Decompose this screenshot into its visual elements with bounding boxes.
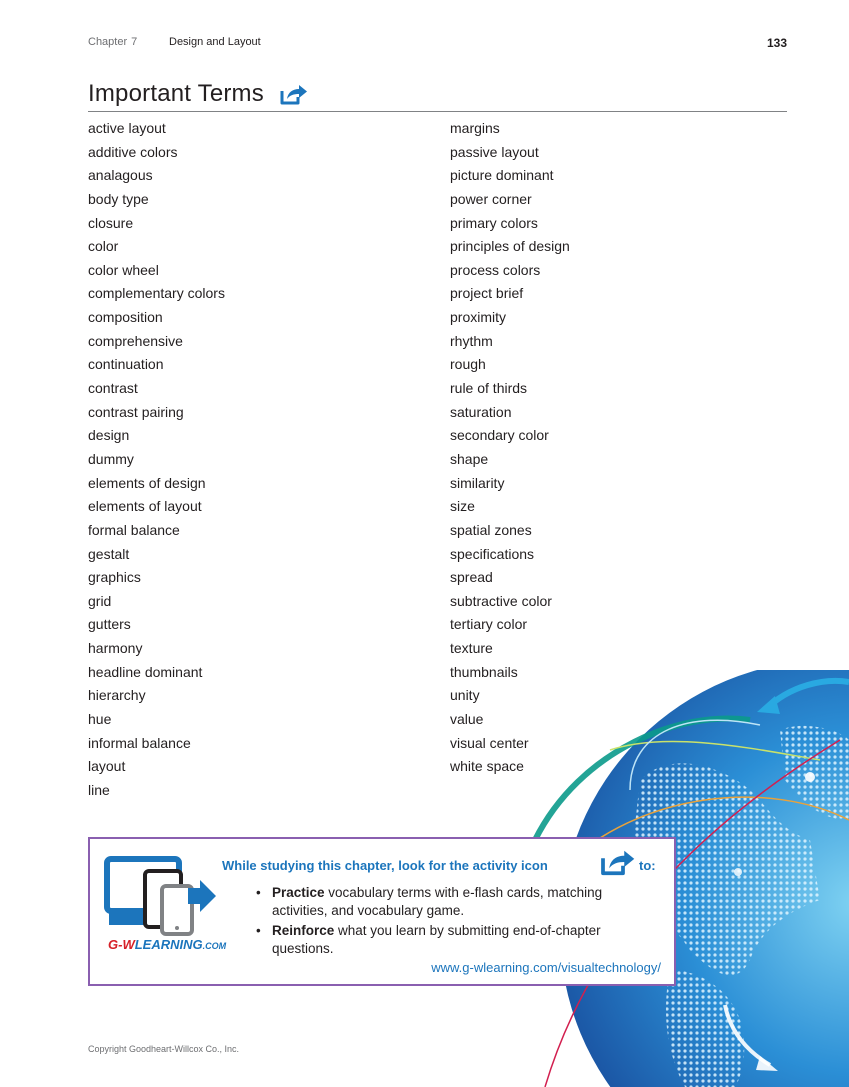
term-item: color	[88, 238, 119, 255]
term-item: line	[88, 781, 110, 798]
page-header	[88, 36, 787, 52]
gw-learning-url[interactable]: www.g-wlearning.com/visualtechnology/	[431, 960, 661, 975]
term-item: rhythm	[450, 332, 493, 349]
term-item: specifications	[450, 545, 535, 562]
term-item: power corner	[450, 190, 532, 207]
term-item: closure	[88, 214, 134, 231]
term-item: harmony	[88, 640, 143, 657]
term-item: visual center	[450, 734, 529, 751]
term-item: comprehensive	[88, 332, 183, 349]
term-item: value	[450, 711, 484, 728]
term-item: active layout	[88, 120, 166, 136]
chapter-title: Design and Layout	[169, 36, 261, 48]
term-item: tertiary color	[450, 616, 528, 633]
term-item: spread	[450, 569, 493, 586]
term-item: margins	[450, 120, 500, 136]
term-item: elements of layout	[88, 498, 202, 515]
gw-learning-logo-text: G-WLEARNING.COM	[108, 937, 227, 952]
term-item: color wheel	[88, 261, 159, 278]
term-item: formal balance	[88, 521, 180, 538]
term-item: elements of design	[88, 474, 206, 491]
term-item: process colors	[450, 261, 541, 278]
term-item: additive colors	[88, 143, 178, 160]
bullet-reinforce: • Reinforce what you learn by submitting end-of-chapter questions.	[256, 923, 601, 956]
term-item: unity	[450, 687, 480, 704]
term-item: similarity	[450, 474, 505, 491]
term-item: contrast	[88, 380, 138, 397]
box-heading: While studying this chapter, look for the activity icon	[222, 858, 548, 873]
term-item: gutters	[88, 616, 131, 633]
term-item: rough	[450, 356, 486, 373]
activity-info-box	[88, 837, 676, 986]
term-item: graphics	[88, 569, 141, 586]
bullet-dot-icon: •	[256, 885, 261, 900]
term-item: composition	[88, 309, 163, 326]
terms-column-left	[88, 119, 225, 805]
term-item: principles of design	[450, 238, 570, 255]
term-item: analagous	[88, 167, 153, 184]
gw-learning-device-logo	[104, 856, 220, 936]
copyright-notice: Copyright Goodheart-Willcox Co., Inc.	[88, 1044, 240, 1054]
term-item: spatial zones	[450, 521, 532, 538]
term-item: dummy	[88, 450, 134, 467]
term-item: texture	[450, 640, 493, 657]
term-item: rule of thirds	[450, 380, 528, 397]
term-item: gestalt	[88, 545, 130, 562]
activity-share-icon[interactable]	[599, 847, 637, 882]
term-item: informal balance	[88, 734, 191, 751]
term-item: grid	[88, 592, 112, 609]
page-number: 133	[766, 36, 787, 50]
term-item: hierarchy	[88, 687, 146, 704]
important-terms-heading	[88, 80, 787, 112]
term-item: shape	[450, 450, 489, 467]
term-item: design	[88, 427, 130, 444]
bullet-dot-icon: •	[256, 923, 261, 938]
term-item: contrast pairing	[88, 403, 184, 420]
term-item: project brief	[450, 285, 524, 302]
term-item: headline dominant	[88, 663, 203, 680]
term-item: hue	[88, 711, 112, 728]
term-item: picture dominant	[450, 167, 554, 184]
activity-share-icon[interactable]	[279, 82, 309, 111]
box-heading-suffix: to:	[639, 858, 656, 873]
term-item: subtractive color	[450, 592, 552, 609]
term-item: size	[450, 498, 475, 515]
term-item: secondary color	[450, 427, 549, 444]
chapter-label: Chapter 7	[88, 36, 138, 48]
term-item: complementary colors	[88, 285, 225, 302]
bullet-practice: • Practice vocabulary terms with e-flash cards, matching activities, and vocabulary game.	[256, 885, 603, 918]
term-item: primary colors	[450, 214, 538, 231]
term-item: body type	[88, 190, 149, 207]
term-item: passive layout	[450, 143, 539, 160]
term-item: white space	[450, 758, 524, 775]
term-item: layout	[88, 758, 126, 775]
term-item: thumbnails	[450, 663, 518, 680]
term-item: proximity	[450, 309, 507, 326]
term-item: saturation	[450, 403, 512, 420]
activity-bullet-list	[256, 884, 656, 960]
term-item: continuation	[88, 356, 164, 373]
section-title: Important Terms	[88, 80, 264, 107]
